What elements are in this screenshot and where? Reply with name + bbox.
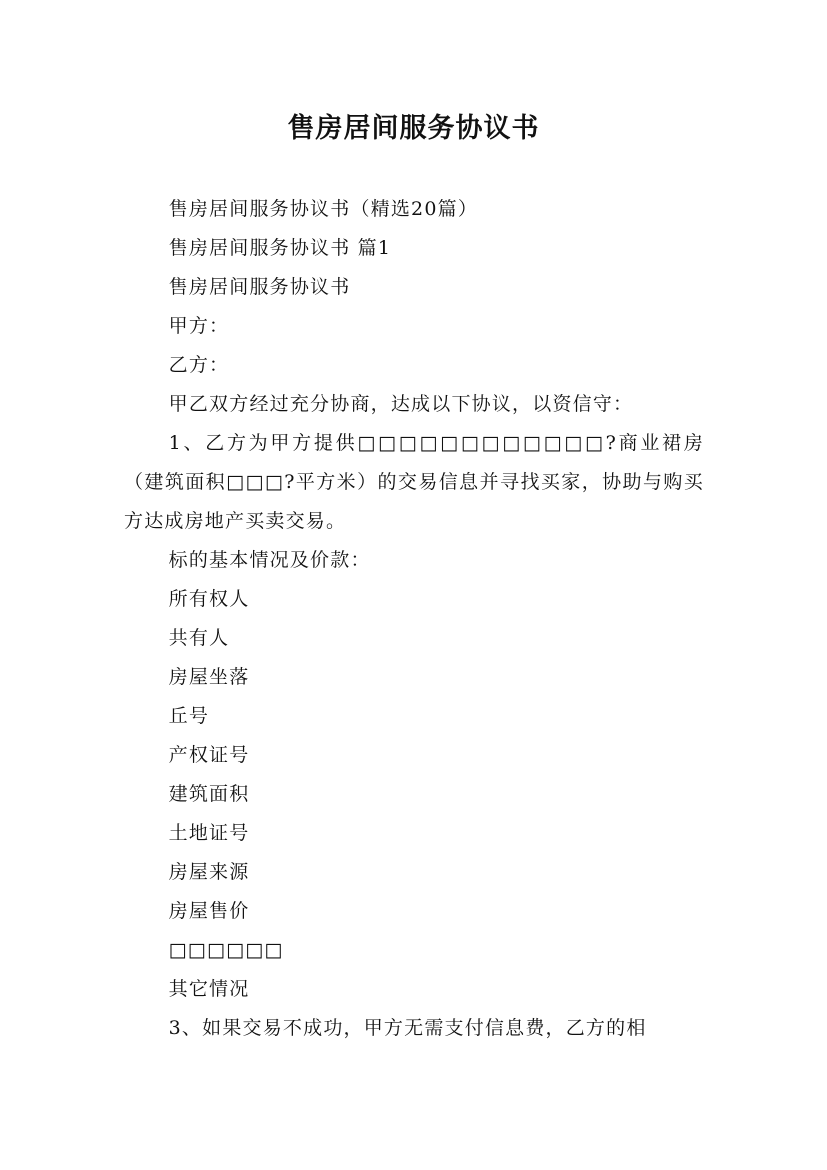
- paragraph: 甲乙双方经过充分协商，达成以下协议，以资信守：: [168, 393, 634, 415]
- party-b-label: 乙方：: [168, 354, 230, 376]
- field-owner: 所有权人: [168, 588, 250, 610]
- field-price: 房屋售价: [168, 900, 250, 922]
- paragraph: 售房居间服务协议书（精选20篇）: [168, 198, 479, 220]
- placeholder-boxes: □□□□□□: [168, 939, 284, 961]
- party-a-label: 甲方：: [168, 315, 230, 337]
- paragraph: 售房居间服务协议书 篇1: [168, 237, 392, 259]
- field-location: 房屋坐落: [168, 666, 250, 688]
- field-other: 其它情况: [168, 978, 250, 1000]
- document-body: [124, 190, 704, 1048]
- field-land-certificate: 土地证号: [168, 822, 250, 844]
- clause-3: 3、如果交易不成功，甲方无需支付信息费，乙方的相: [168, 1017, 647, 1039]
- field-certificate-number: 产权证号: [168, 744, 250, 766]
- paragraph: 标的基本情况及价款：: [168, 549, 371, 571]
- field-co-owner: 共有人: [168, 627, 230, 649]
- field-lot-number: 丘号: [168, 705, 210, 727]
- document-title: 售房居间服务协议书: [287, 113, 540, 144]
- paragraph: 售房居间服务协议书: [168, 276, 351, 298]
- field-source: 房屋来源: [168, 861, 250, 883]
- clause-1: 1、乙方为甲方提供□□□□□□□□□□□□?商业裙房（建筑面积□□□?平方米）的交易信息并寻找买家，协助与购买方达成房地产买卖交易。: [124, 432, 704, 532]
- field-floor-area: 建筑面积: [168, 783, 250, 805]
